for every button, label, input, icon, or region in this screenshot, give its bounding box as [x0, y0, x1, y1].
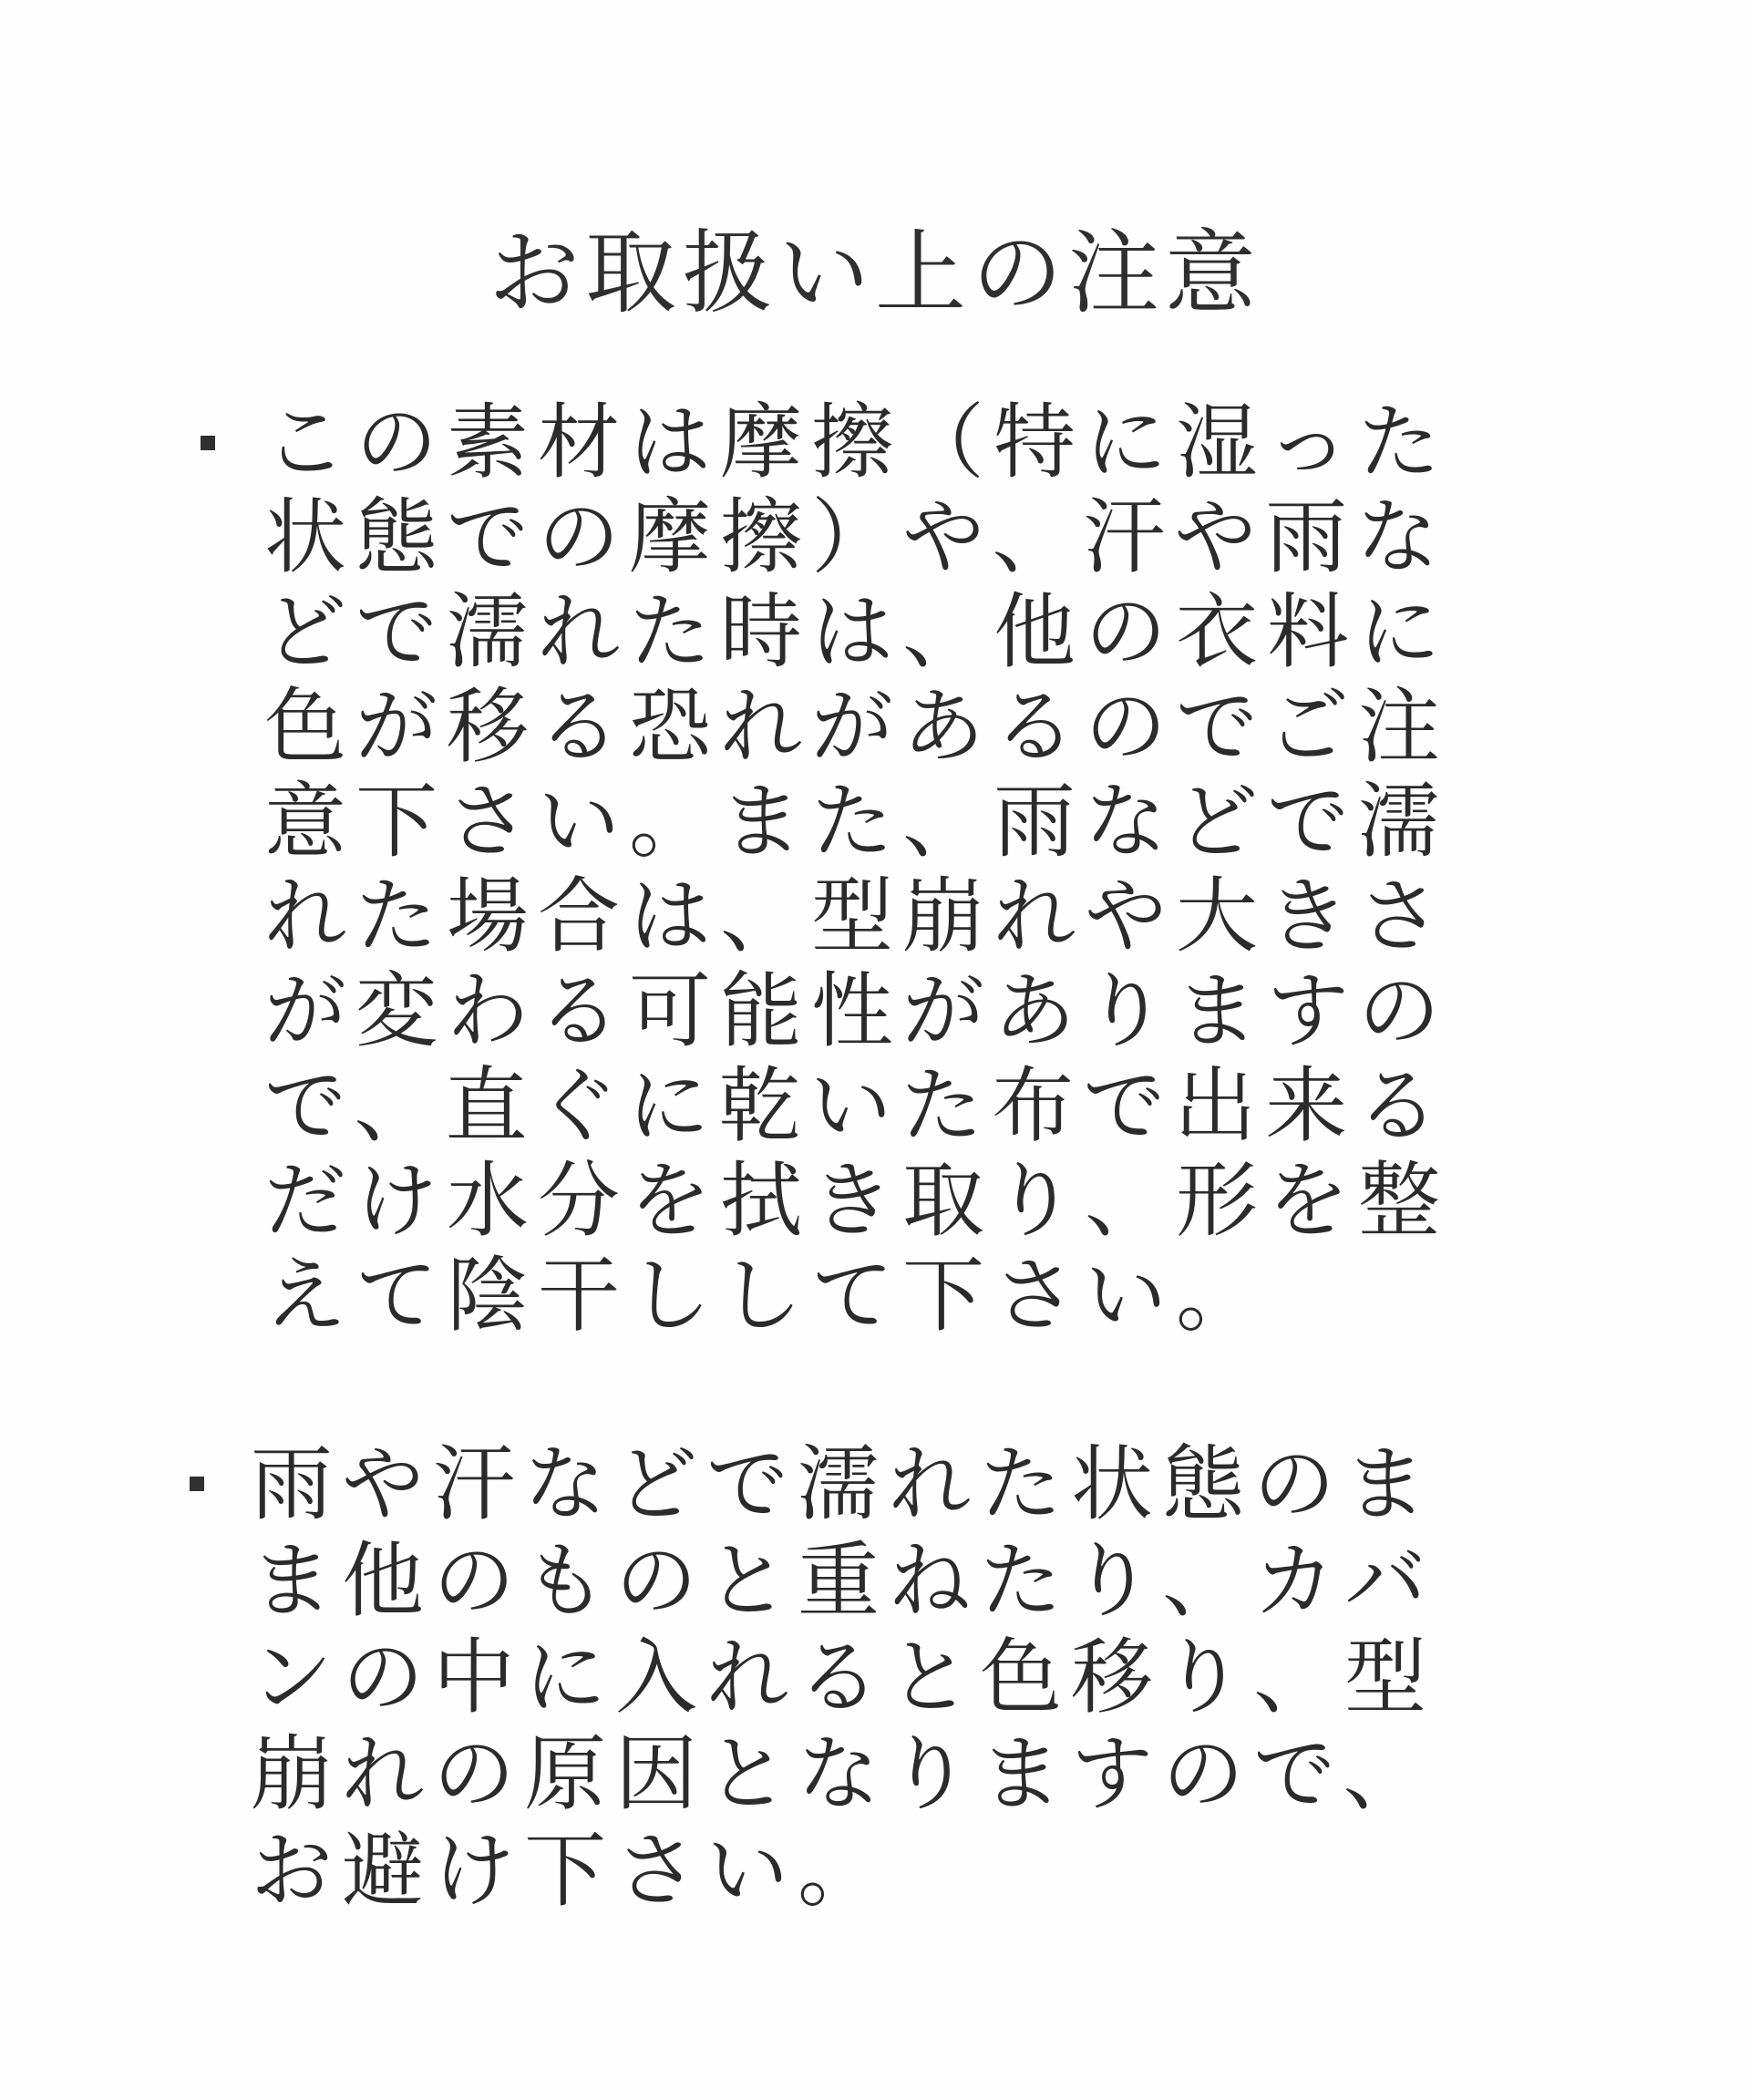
caution-line: 意下さい。また、雨などで濡 — [264, 774, 1449, 870]
bullet-marker — [201, 436, 215, 450]
caution-line: 雨や汗などで濡れた状態のま — [251, 1436, 1436, 1532]
caution-line: えて陰干しして下さい。 — [264, 1248, 1267, 1343]
caution-line: 色が移る恐れがあるのでご注 — [264, 679, 1449, 775]
caution-line: だけ水分を拭き取り、形を整 — [264, 1153, 1449, 1249]
bullet-marker — [190, 1477, 204, 1491]
caution-line: ま他のものと重ねたり、カバ — [251, 1533, 1436, 1629]
caution-line: お避け下さい。 — [251, 1823, 889, 1919]
caution-line: で、直ぐに乾いた布で出来る — [264, 1058, 1448, 1154]
caution-line: 崩れの原因となりますので、 — [251, 1726, 1435, 1822]
caution-line: が変わる可能性がありますの — [264, 963, 1449, 1059]
caution-line: 状態での摩擦）や、汗や雨な — [264, 489, 1448, 585]
caution-line: どで濡れた時は、他の衣料に — [264, 584, 1449, 680]
caution-line: この素材は摩擦（特に湿った — [264, 395, 1449, 490]
caution-line: ンの中に入れると色移り、型 — [251, 1630, 1436, 1725]
caution-line: れた場合は、型崩れや大きさ — [264, 869, 1449, 964]
page-title: お取扱い上の注意 — [489, 220, 1261, 326]
